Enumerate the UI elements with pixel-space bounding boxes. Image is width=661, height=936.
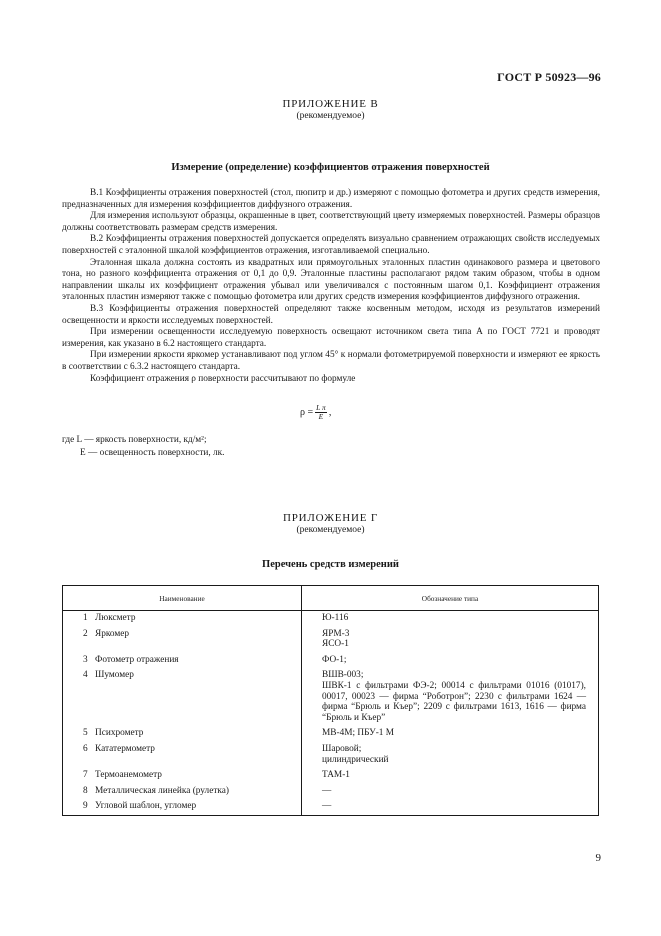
formula-fraction — [315, 404, 327, 421]
instrument-name: Яркомер — [95, 628, 130, 639]
instrument-type-cell: — — [302, 799, 599, 815]
formula-numerator: L π — [316, 403, 326, 412]
instrument-type-cell: Шаровой; цилиндрический — [302, 742, 599, 768]
row-number: 4 — [83, 670, 88, 681]
paragraph: Для измерения используют образцы, окрашенные в цвет, соответствующий цвету измеряемых поверхностей. Размеры образцов должны соответствовать размерам средств измерения. — [62, 211, 600, 233]
table-row — [63, 611, 599, 627]
table-row — [63, 799, 599, 815]
table-header-row — [63, 586, 599, 611]
row-number: 9 — [83, 801, 88, 812]
appendix-b-heading: Измерение (определение) коэффициентов отражения поверхностей — [171, 162, 490, 173]
row-number: 5 — [83, 728, 88, 739]
appendix-g-title: ПРИЛОЖЕНИЕ Г — [282, 512, 379, 524]
table-row — [63, 627, 599, 653]
instrument-name-cell — [63, 611, 302, 627]
row-number: 3 — [83, 654, 88, 665]
instrument-name-cell — [63, 653, 302, 669]
paragraph: При измерении яркости яркомер устанавливают под углом 45° к нормали фотометрируемой поверхности и измеряют ее яркость в соответствии с 6.3.2 настоящего стандарта. — [62, 350, 600, 372]
formula-denominator: E — [318, 412, 324, 421]
paragraph: В.1 Коэффициенты отражения поверхностей (стол, пюпитр и др.) измеряют с помощью фотометра и других средств измерения, предназначенных для измерения коэффициентов диффузного отражения. — [62, 188, 600, 210]
table-row — [63, 726, 599, 742]
column-header-name: Наименование — [63, 586, 302, 611]
instrument-type-cell: — — [302, 784, 599, 800]
appendix-g-subtitle: (рекомендуемое) — [296, 525, 365, 535]
instrument-name-cell — [63, 799, 302, 815]
row-number: 6 — [83, 743, 88, 754]
reflection-formula — [300, 404, 331, 421]
instrument-name-cell — [63, 627, 302, 653]
table-row — [63, 784, 599, 800]
paragraph: В.3 Коэффициенты отражения поверхностей определяют также косвенным методом, исходя из результатов измерений освещенности и яркости исследуемых поверхностей. — [62, 303, 600, 326]
row-number: 7 — [83, 770, 88, 781]
formula-lhs: ρ = — [300, 407, 314, 418]
table-row — [63, 653, 599, 669]
paragraph: Эталонная шкала должна состоять из квадратных или прямоугольных эталонных пластин одинакового размера и цветового тона, но разного коэффициента отражения от 0,1 до 0,9. Эталонные пластины располагают рядом таким образом, чтобы в одном направлении шкалы их коэффициент отражения убывал или увеличивался с постоянным шагом 0,1. Коэффициент отражения эталонных пластин измеряют также с помощью фотометра или других средств измерения коэффициентов диффузного отражения. — [62, 257, 600, 303]
row-number: 2 — [83, 628, 88, 639]
table-body — [63, 611, 599, 816]
paragraph: При измерении освещенности исследуемую поверхность освещают источником света типа А по ГОСТ 7721 и проводят измерения, как указано в 6.2 настоящего стандарта. — [62, 327, 600, 349]
instrument-name-cell — [63, 668, 302, 726]
instrument-name: Угловой шаблон, угломер — [95, 801, 197, 812]
table-row — [63, 768, 599, 784]
appendix-b-subtitle: (рекомендуемое) — [296, 111, 365, 121]
table-row — [63, 742, 599, 768]
column-header-type: Обозначение типа — [302, 586, 599, 611]
legend-line-1: где L — яркость поверхности, кд/м²; — [62, 435, 207, 445]
instrument-type-cell: ВШВ-003; ШВК-1 с фильтрами ФЭ-2; 00014 с фильтрами 01016 (01017), 00017, 00023 — фирма “Роботрон”; 2230 с фильтрами 1624 — фирма “Брюль и Къер”; 2209 с фильтрами 1613, 1616 — фирма “Брюль и Къер” — [302, 668, 599, 726]
appendix-b-body — [62, 188, 600, 385]
document-header: ГОСТ Р 50923—96 — [497, 70, 601, 84]
appendix-g-heading: Перечень средств измерений — [262, 559, 399, 570]
instrument-name: Кататермометр — [95, 743, 155, 754]
instrument-type-cell: ФО-1; — [302, 653, 599, 669]
instrument-name: Люксметр — [95, 613, 136, 623]
row-number: 8 — [83, 785, 88, 796]
instrument-name: Шумомер — [95, 670, 134, 681]
instrument-name-cell — [63, 784, 302, 800]
instrument-type-cell: МВ-4М; ПБУ-1 М — [302, 726, 599, 742]
instrument-type-cell: Ю-116 — [302, 611, 599, 627]
instrument-name: Термоанемометр — [95, 770, 162, 781]
paragraph: В.2 Коэффициенты отражения поверхностей допускается определять визуально сравнением отражающих свойств исследуемых поверхностей с эталонной шкалой коэффициентов отражения, изготавливаемой специально. — [62, 234, 600, 256]
table-row — [63, 668, 599, 726]
formula-tail: , — [328, 407, 332, 418]
row-number: 1 — [83, 613, 88, 623]
instrument-name-cell — [63, 742, 302, 768]
formula-legend — [62, 434, 225, 459]
page-number: 9 — [595, 852, 601, 864]
instrument-name-cell — [63, 768, 302, 784]
legend-line-2: E — освещенность поверхности, лк. — [80, 447, 225, 458]
instrument-name: Металлическая линейка (рулетка) — [95, 785, 229, 796]
appendix-b-title: ПРИЛОЖЕНИЕ В — [282, 98, 379, 110]
instrument-type-cell: ЯРМ-3 ЯСО-1 — [302, 627, 599, 653]
instrument-name: Психрометр — [95, 728, 144, 739]
instrument-type-cell: ТАМ-1 — [302, 768, 599, 784]
instruments-table — [62, 585, 599, 816]
instrument-name-cell — [63, 726, 302, 742]
instrument-name: Фотометр отражения — [95, 654, 179, 665]
paragraph: Коэффициент отражения ρ поверхности рассчитывают по формуле — [90, 373, 356, 384]
